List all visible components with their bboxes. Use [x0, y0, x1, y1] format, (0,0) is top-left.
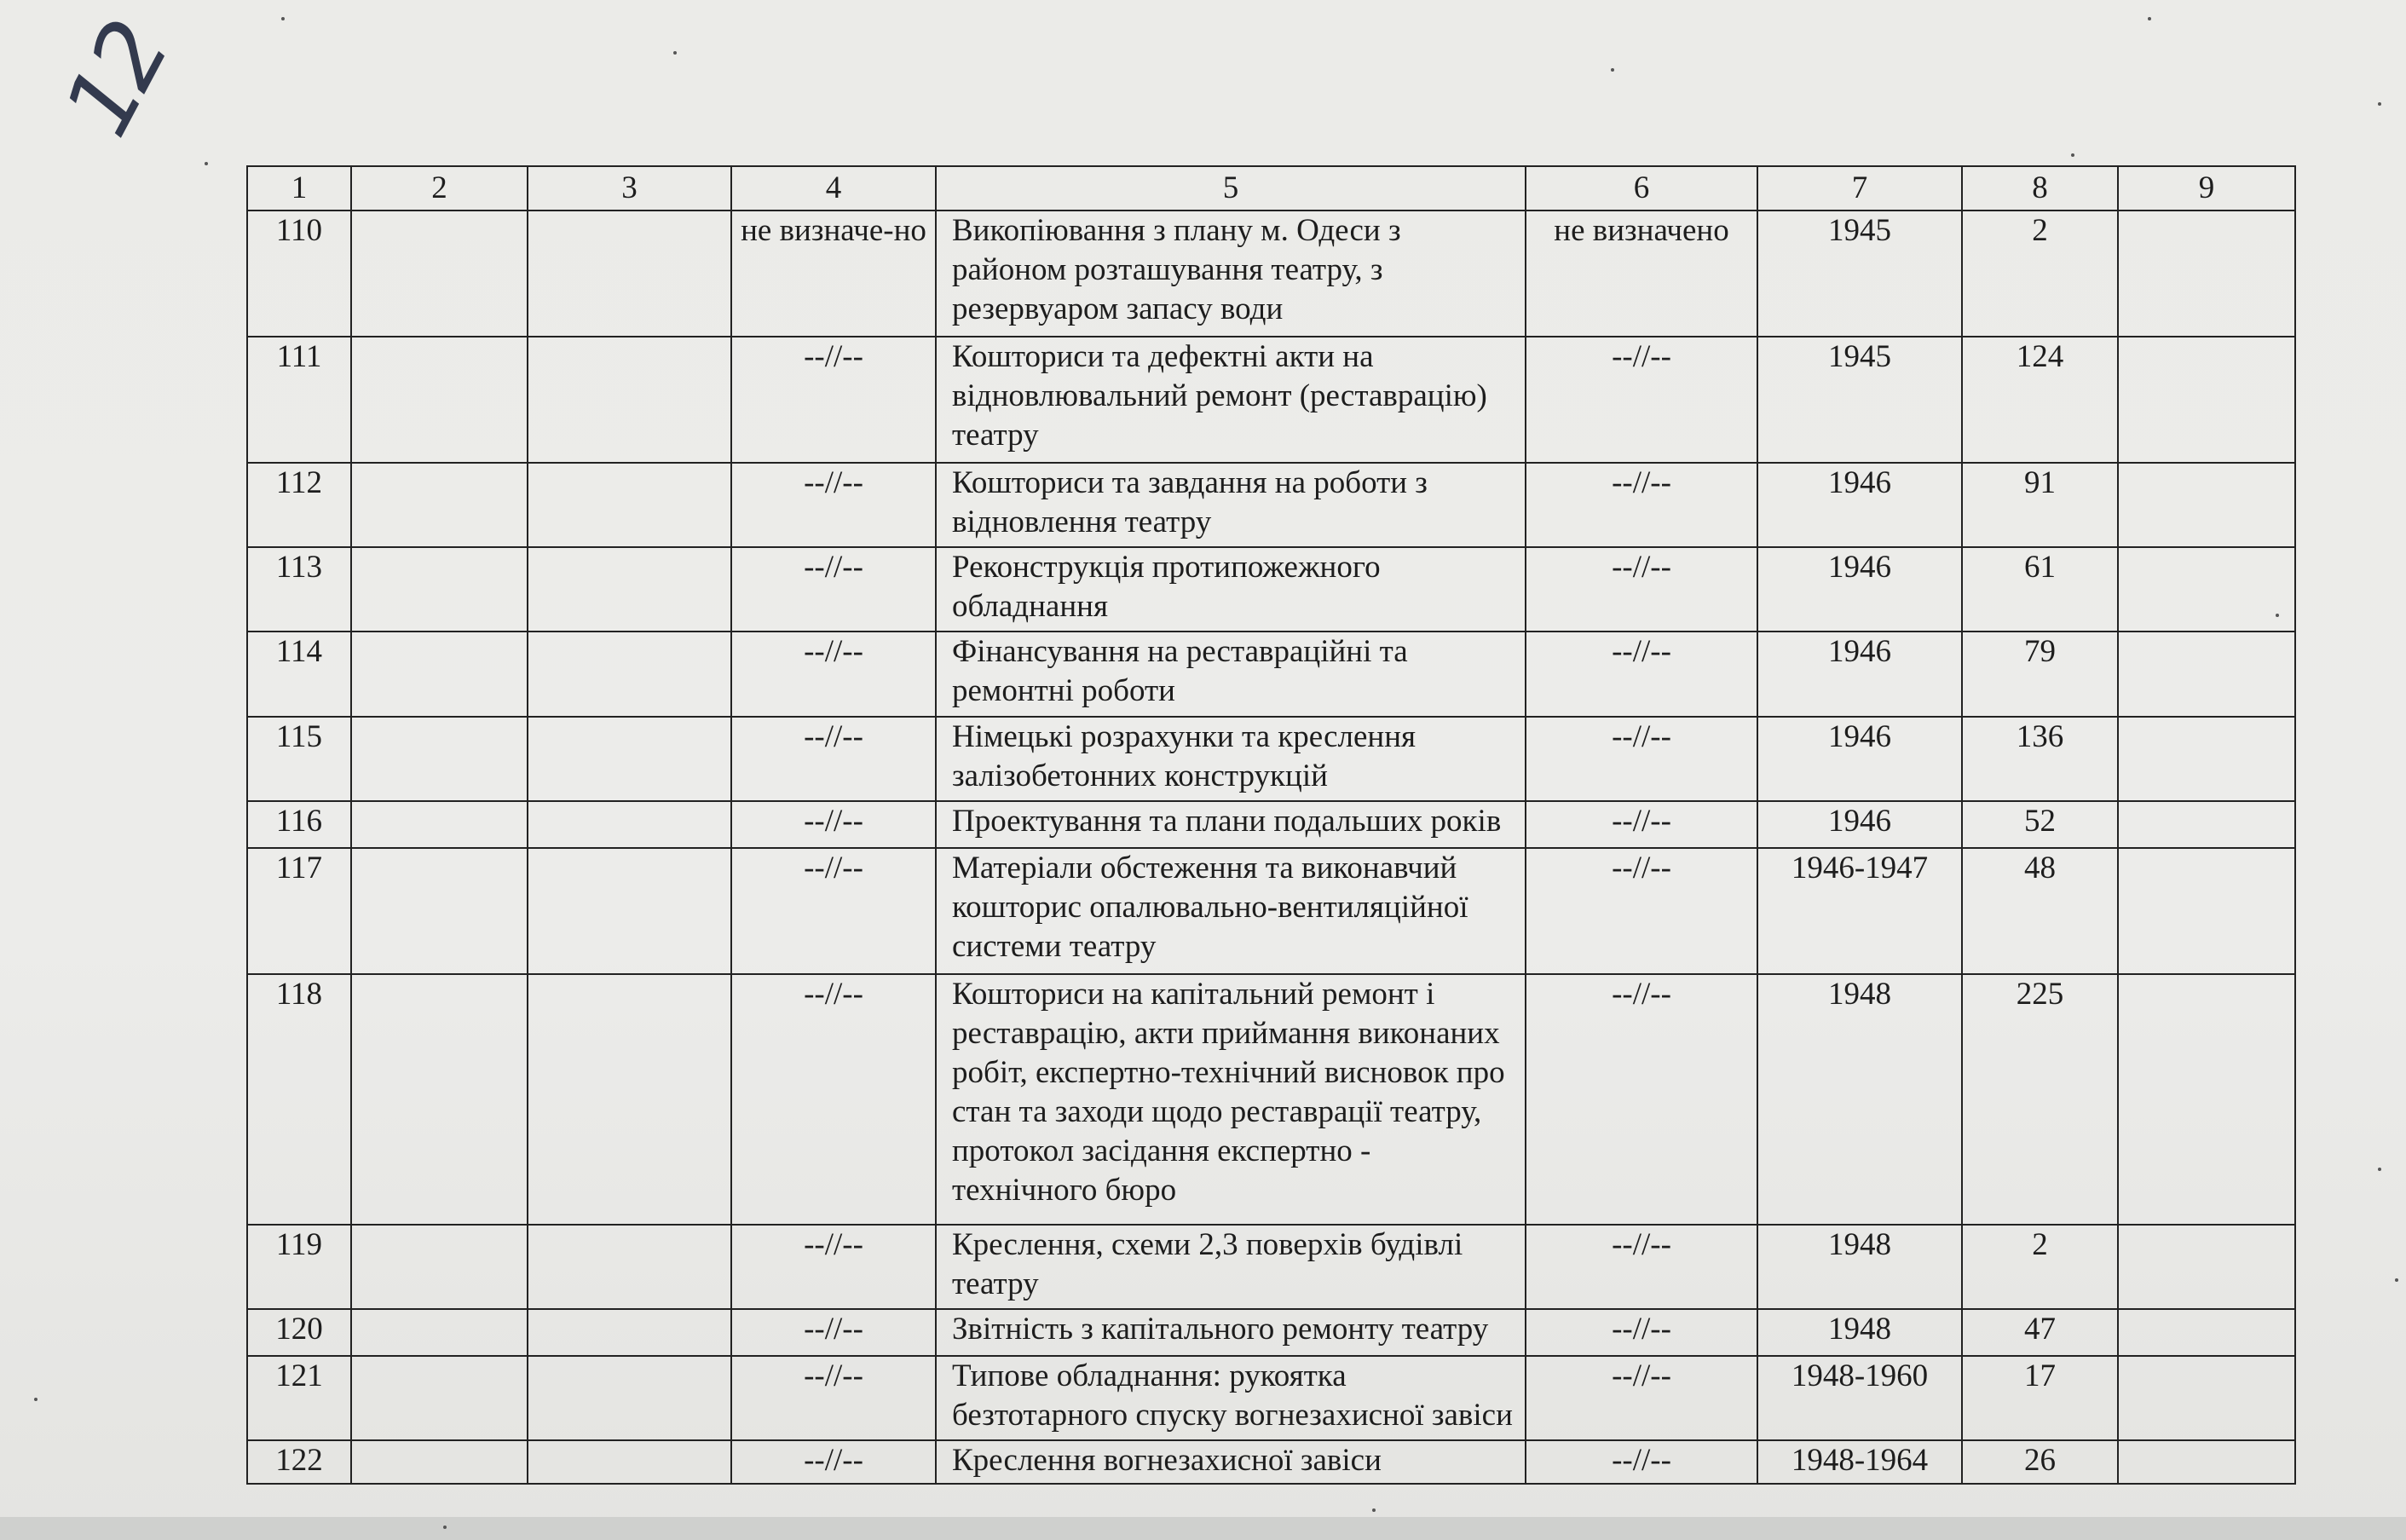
cell-col3 — [528, 717, 731, 801]
cell-col9 — [2118, 1309, 2295, 1356]
cell-col2 — [351, 463, 528, 547]
row-description: Кошториси на капітальний ремонт і реставрацію, акти приймання виконаних робіт, експертно-технічний висновок про стан та заходи щодо реставрації театру, протокол засідання експертно - технічного бюро — [936, 974, 1526, 1225]
cell-col6: --//-- — [1526, 337, 1757, 463]
cell-col6: --//-- — [1526, 848, 1757, 974]
scan-speck — [1372, 1508, 1376, 1512]
cell-col3 — [528, 463, 731, 547]
row-number: 122 — [247, 1440, 351, 1484]
scan-speck — [2378, 1168, 2381, 1171]
row-sheet-count: 47 — [1962, 1309, 2118, 1356]
row-number: 121 — [247, 1356, 351, 1440]
cell-col2 — [351, 547, 528, 632]
table-row — [247, 717, 2295, 801]
cell-col9 — [2118, 1356, 2295, 1440]
cell-col2 — [351, 974, 528, 1225]
table-row — [247, 1440, 2295, 1484]
row-description: Реконструкція протипожежного обладнання — [936, 547, 1526, 632]
row-number: 120 — [247, 1309, 351, 1356]
row-sheet-count: 52 — [1962, 801, 2118, 848]
table-row — [247, 801, 2295, 848]
row-description: Матеріали обстеження та виконавчий кошторис опалювально-вентиляційної системи театру — [936, 848, 1526, 974]
cell-col2 — [351, 801, 528, 848]
scan-speck — [281, 17, 285, 20]
column-header-7: 7 — [1757, 166, 1962, 211]
cell-col3 — [528, 1356, 731, 1440]
table-row — [247, 463, 2295, 547]
row-year: 1945 — [1757, 337, 1962, 463]
row-year: 1946 — [1757, 632, 1962, 716]
row-year: 1946 — [1757, 463, 1962, 547]
inventory-table — [246, 165, 2296, 1485]
row-number: 110 — [247, 211, 351, 337]
cell-col9 — [2118, 337, 2295, 463]
scan-speck — [2378, 102, 2381, 106]
cell-col4: --//-- — [731, 547, 936, 632]
cell-col6: --//-- — [1526, 463, 1757, 547]
row-number: 112 — [247, 463, 351, 547]
cell-col4: --//-- — [731, 1225, 936, 1309]
row-description: Проектування та плани подальших років — [936, 801, 1526, 848]
table-row — [247, 1356, 2295, 1440]
table-row — [247, 547, 2295, 632]
row-year: 1948 — [1757, 1309, 1962, 1356]
row-year: 1946 — [1757, 547, 1962, 632]
table-row — [247, 848, 2295, 974]
row-number: 116 — [247, 801, 351, 848]
scan-speck — [673, 51, 677, 55]
cell-col2 — [351, 1440, 528, 1484]
row-year: 1945 — [1757, 211, 1962, 337]
row-year: 1948 — [1757, 1225, 1962, 1309]
column-header-3: 3 — [528, 166, 731, 211]
table-row — [247, 211, 2295, 337]
row-number: 115 — [247, 717, 351, 801]
cell-col9 — [2118, 974, 2295, 1225]
table-row — [247, 1225, 2295, 1309]
row-sheet-count: 48 — [1962, 848, 2118, 974]
cell-col6: не визначено — [1526, 211, 1757, 337]
column-header-5: 5 — [936, 166, 1526, 211]
cell-col6: --//-- — [1526, 632, 1757, 716]
cell-col3 — [528, 211, 731, 337]
cell-col9 — [2118, 801, 2295, 848]
column-header-6: 6 — [1526, 166, 1757, 211]
cell-col6: --//-- — [1526, 547, 1757, 632]
header-row — [247, 166, 2295, 211]
cell-col2 — [351, 1225, 528, 1309]
row-description: Звітність з капітального ремонту театру — [936, 1309, 1526, 1356]
cell-col4: --//-- — [731, 632, 936, 716]
row-description: Німецькі розрахунки та креслення залізобетонних конструкцій — [936, 717, 1526, 801]
cell-col9 — [2118, 632, 2295, 716]
cell-col4: --//-- — [731, 1356, 936, 1440]
cell-col6: --//-- — [1526, 1225, 1757, 1309]
column-header-9: 9 — [2118, 166, 2295, 211]
cell-col3 — [528, 337, 731, 463]
cell-col3 — [528, 1309, 731, 1356]
cell-col9 — [2118, 848, 2295, 974]
cell-col4: --//-- — [731, 801, 936, 848]
row-description: Креслення, схеми 2,3 поверхів будівлі театру — [936, 1225, 1526, 1309]
row-sheet-count: 26 — [1962, 1440, 2118, 1484]
row-sheet-count: 136 — [1962, 717, 2118, 801]
column-header-8: 8 — [1962, 166, 2118, 211]
cell-col6: --//-- — [1526, 1309, 1757, 1356]
scan-bottom-edge — [0, 1517, 2406, 1540]
cell-col4: не визначе-но — [731, 211, 936, 337]
row-number: 111 — [247, 337, 351, 463]
row-sheet-count: 17 — [1962, 1356, 2118, 1440]
cell-col2 — [351, 632, 528, 716]
cell-col9 — [2118, 547, 2295, 632]
row-sheet-count: 79 — [1962, 632, 2118, 716]
cell-col3 — [528, 974, 731, 1225]
table-row — [247, 337, 2295, 463]
cell-col6: --//-- — [1526, 801, 1757, 848]
cell-col9 — [2118, 1440, 2295, 1484]
row-number: 119 — [247, 1225, 351, 1309]
cell-col2 — [351, 848, 528, 974]
cell-col3 — [528, 1225, 731, 1309]
scan-speck — [2276, 614, 2279, 617]
cell-col9 — [2118, 1225, 2295, 1309]
scan-speck — [2071, 153, 2074, 157]
cell-col6: --//-- — [1526, 1440, 1757, 1484]
row-sheet-count: 2 — [1962, 211, 2118, 337]
cell-col2 — [351, 717, 528, 801]
table-header — [247, 166, 2295, 211]
cell-col2 — [351, 337, 528, 463]
row-year: 1948-1964 — [1757, 1440, 1962, 1484]
cell-col6: --//-- — [1526, 974, 1757, 1225]
cell-col4: --//-- — [731, 717, 936, 801]
handwritten-page-number: 12 — [44, 8, 189, 153]
cell-col2 — [351, 1356, 528, 1440]
row-description: Креслення вогнезахисної завіси — [936, 1440, 1526, 1484]
row-description: Кошториси та дефектні акти на відновлювальний ремонт (реставрацію) театру — [936, 337, 1526, 463]
scan-speck — [34, 1398, 38, 1401]
row-number: 117 — [247, 848, 351, 974]
cell-col3 — [528, 801, 731, 848]
cell-col3 — [528, 547, 731, 632]
cell-col6: --//-- — [1526, 1356, 1757, 1440]
cell-col9 — [2118, 211, 2295, 337]
table-row — [247, 974, 2295, 1225]
cell-col9 — [2118, 717, 2295, 801]
row-sheet-count: 61 — [1962, 547, 2118, 632]
cell-col4: --//-- — [731, 974, 936, 1225]
cell-col3 — [528, 1440, 731, 1484]
table-row — [247, 632, 2295, 716]
row-sheet-count: 225 — [1962, 974, 2118, 1225]
scan-speck — [2148, 17, 2151, 20]
scan-speck — [443, 1526, 447, 1529]
cell-col9 — [2118, 463, 2295, 547]
row-description: Викопіювання з плану м. Одеси з районом розташування театру, з резервуаром запасу води — [936, 211, 1526, 337]
row-description: Фінансування на реставраційні та ремонтні роботи — [936, 632, 1526, 716]
scan-speck — [205, 162, 208, 165]
cell-col4: --//-- — [731, 848, 936, 974]
row-year: 1948 — [1757, 974, 1962, 1225]
row-number: 118 — [247, 974, 351, 1225]
row-year: 1946 — [1757, 717, 1962, 801]
cell-col3 — [528, 848, 731, 974]
row-description: Кошториси та завдання на роботи з відновлення театру — [936, 463, 1526, 547]
scan-speck — [2395, 1278, 2398, 1282]
row-sheet-count: 91 — [1962, 463, 2118, 547]
row-description: Типове обладнання: рукоятка безтотарного спуску вогнезахисної завіси — [936, 1356, 1526, 1440]
cell-col2 — [351, 1309, 528, 1356]
table-body — [247, 211, 2295, 1484]
row-number: 114 — [247, 632, 351, 716]
table-row — [247, 1309, 2295, 1356]
cell-col4: --//-- — [731, 337, 936, 463]
column-header-1: 1 — [247, 166, 351, 211]
row-number: 113 — [247, 547, 351, 632]
cell-col6: --//-- — [1526, 717, 1757, 801]
scan-speck — [1611, 68, 1614, 72]
row-year: 1948-1960 — [1757, 1356, 1962, 1440]
row-year: 1946-1947 — [1757, 848, 1962, 974]
row-sheet-count: 2 — [1962, 1225, 2118, 1309]
column-header-2: 2 — [351, 166, 528, 211]
cell-col4: --//-- — [731, 1309, 936, 1356]
cell-col4: --//-- — [731, 1440, 936, 1484]
cell-col3 — [528, 632, 731, 716]
cell-col2 — [351, 211, 528, 337]
column-header-4: 4 — [731, 166, 936, 211]
row-year: 1946 — [1757, 801, 1962, 848]
cell-col4: --//-- — [731, 463, 936, 547]
row-sheet-count: 124 — [1962, 337, 2118, 463]
